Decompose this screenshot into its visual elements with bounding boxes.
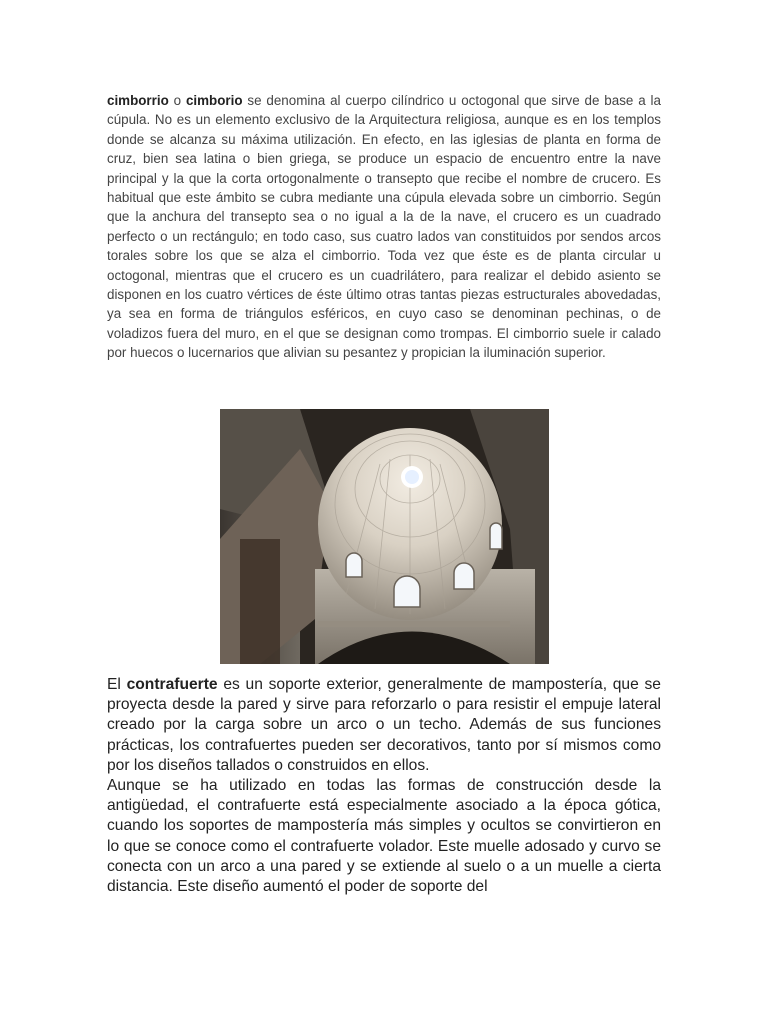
contrafuerte-paragraph [107,675,661,897]
contrafuerte-body-2: Aunque se ha utilizado en todas las formas de construcción desde la antigüedad, el contrafuerte está especialmente asociado a la época gótica, cuando los soportes de mampostería más simples y ocultos se convirtieron en lo que se conoce como el contrafuerte volador. Este muelle adosado y curvo se conecta con un arco a una pared y se extiende al suelo o a un muelle a cierta distancia. Este diseño aumentó el poder de soporte del [107,777,661,896]
cimborrio-paragraph [107,91,661,363]
contrafuerte-intro [107,675,661,776]
term-cimborio: cimborio [185,93,243,108]
prefix-el: El [107,676,121,693]
dome-photo [220,409,549,664]
conjunction: o [173,93,182,108]
cimborrio-body: se denomina al cuerpo cilíndrico u octogonal que sirve de base a la cúpula. No es un elemento exclusivo de la Arquitectura religiosa, aunque es en los templos donde se alcanza su máxima utilización. En efecto, en las iglesias de planta en forma de cruz, bien sea latina o bien griega, se produce un espacio de encuentro entre la nave principal y la que la corta ortogonalmente o transepto que recibe el nombre de crucero. Es habitual que este ámbito se cubra mediante una cúpula elevada sobre un cimborrio. Según que la anchura del transepto sea o no igual a la de la nave, el crucero es un cuadrado perfecto o un rectángulo; en todo caso, sus cuatro lados van constituidos por sendos arcos torales sobre los que se alza el cimborrio. Toda vez que éste es de planta circular u octogonal, mientras que el crucero es un cuadrilátero, para realizar el debido asiento se disponen en los cuatro vértices de éste último otras tantas piezas estructurales abovedadas, ya sea en forma de triángulos esféricos, en cuyo caso se denominan pechinas, o de voladizos fuera del muro, en el que se designan como trompas. El cimborrio suele ir calado por huecos o lucernarios que alivian su pesantez y propician la iluminación superior. [107,93,661,361]
dome-illustration [220,409,549,664]
contrafuerte-body-1: es un soporte exterior, generalmente de mampostería, que se proyecta desde la pared y sirve para reforzarlo o para resistir el empuje lateral creado por la carga sobre un arco o un techo. Además de sus funciones prácticas, los contrafuertes pueden ser decorativos, tanto por sí mismos como por los diseños tallados o construidos en ellos. [107,676,661,774]
term-cimborrio: cimborrio [107,93,169,108]
term-contrafuerte: contrafuerte [126,676,218,693]
